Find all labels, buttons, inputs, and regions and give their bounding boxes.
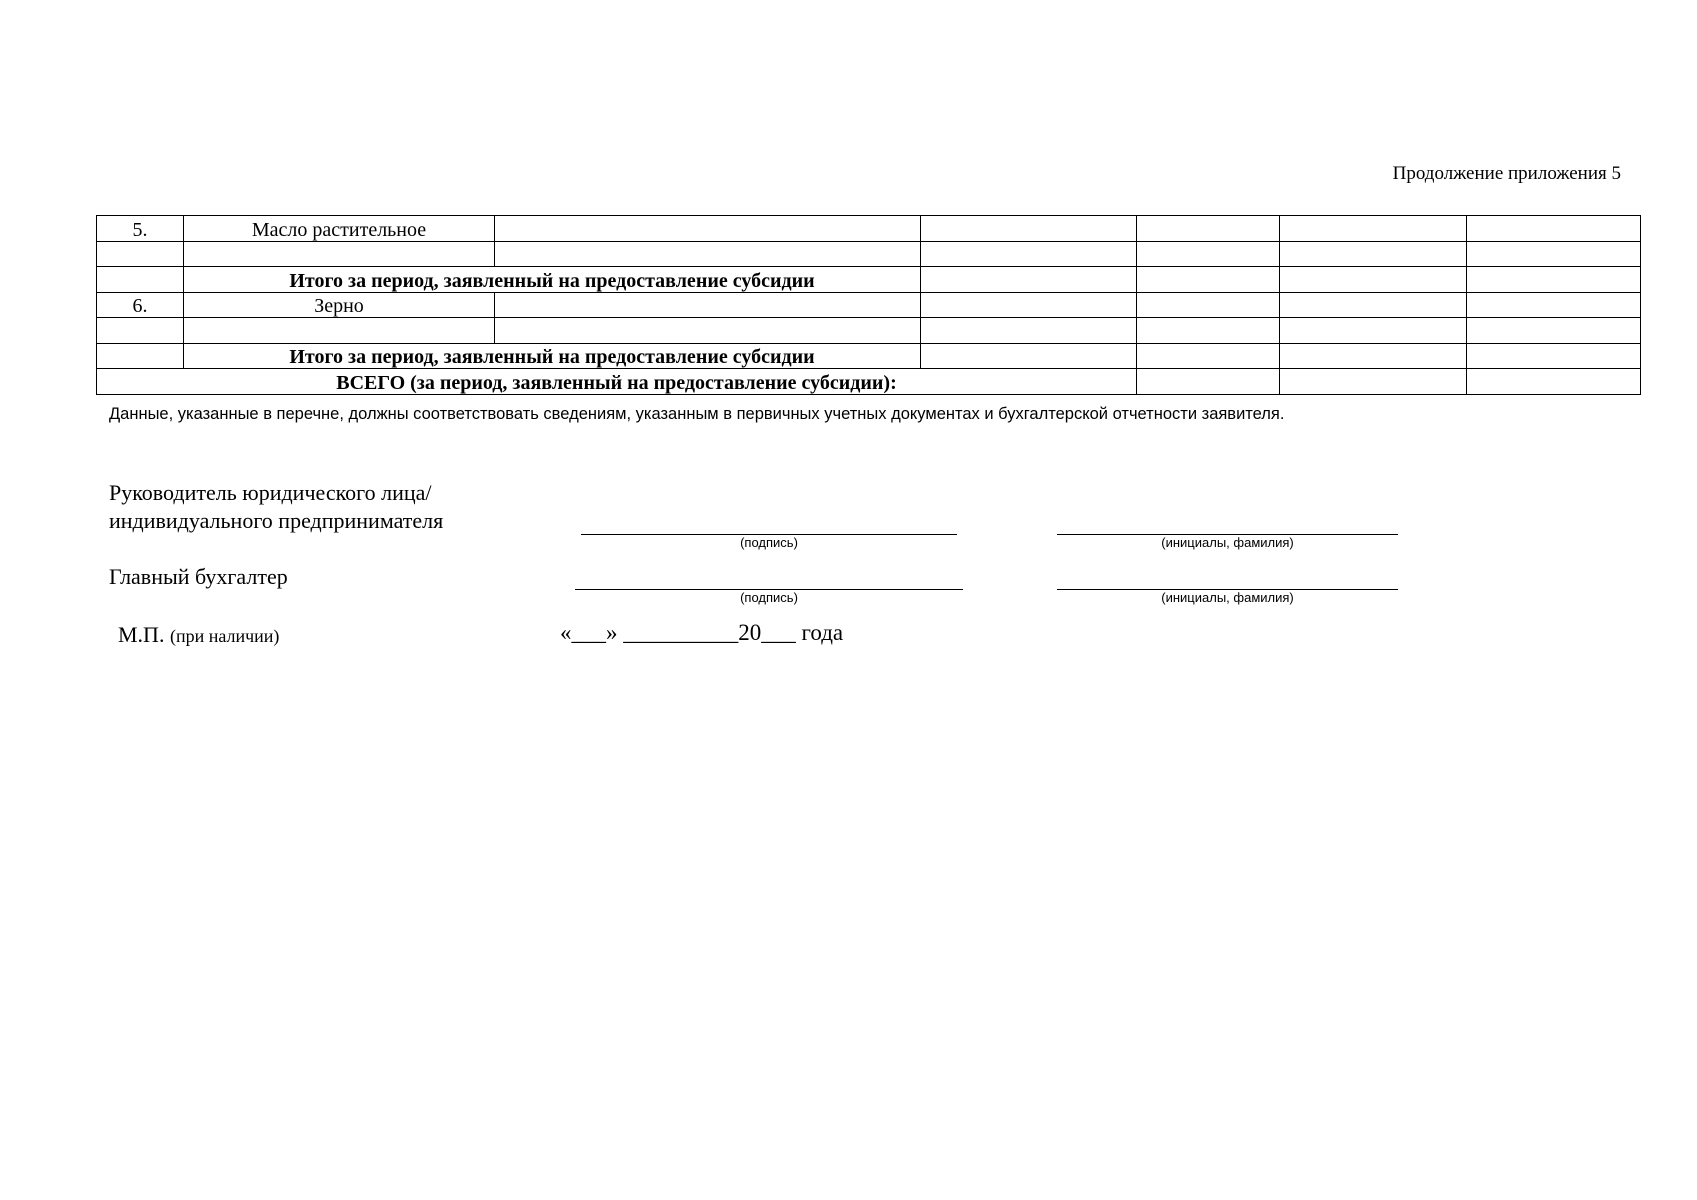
- accountant-title: Главный бухгалтер: [109, 564, 288, 589]
- stamp-label: М.П.: [118, 622, 165, 647]
- table-cell: [495, 216, 921, 242]
- summary-table: [96, 215, 1641, 395]
- date-field: «___» __________20___ года: [560, 620, 844, 645]
- table-cell: [1467, 267, 1641, 293]
- product-name: Масло растительное: [184, 216, 495, 242]
- table-cell: [1137, 267, 1280, 293]
- table-cell: [921, 343, 1137, 369]
- table-cell: [495, 292, 921, 318]
- table-cell: [1137, 292, 1280, 318]
- table-row-total: [97, 369, 1641, 395]
- product-name: Зерно: [184, 292, 495, 318]
- table-cell: [1467, 292, 1641, 318]
- grand-total-label: ВСЕГО (за период, заявленный на предоставление субсидии):: [97, 369, 1137, 395]
- row-number: 6.: [97, 292, 184, 318]
- table-cell: [1137, 318, 1280, 344]
- table-cell: [1467, 369, 1641, 395]
- table-row-subtotal: [97, 343, 1641, 369]
- stamp-note: (при наличии): [169, 626, 280, 646]
- table-cell: [1280, 241, 1467, 267]
- subtotal-label: Итого за период, заявленный на предоставление субсидии: [184, 343, 921, 369]
- table-cell: [1137, 241, 1280, 267]
- subtotal-label: Итого за период, заявленный на предоставление субсидии: [184, 267, 921, 293]
- table-cell: [921, 267, 1137, 293]
- table-cell: [1280, 318, 1467, 344]
- table-cell: [1137, 369, 1280, 395]
- head-signature-caption: (подпись): [740, 535, 798, 550]
- table-cell: [184, 241, 495, 267]
- table-cell: [184, 318, 495, 344]
- head-title-line1: Руководитель юридического лица/: [109, 480, 432, 505]
- table-cell: [495, 318, 921, 344]
- table-row-item-6: [97, 292, 1641, 318]
- table-row-item-5: [97, 216, 1641, 242]
- table-cell: [921, 241, 1137, 267]
- table-row-blank: [97, 318, 1641, 344]
- table-cell: [1467, 216, 1641, 242]
- table-cell: [1280, 292, 1467, 318]
- table-cell: [1467, 241, 1641, 267]
- row-number: 5.: [97, 216, 184, 242]
- head-title-line2: индивидуального предпринимателя: [109, 508, 444, 533]
- footnote: Данные, указанные в перечне, должны соответствовать сведениям, указанным в первичных учетных документах и бухгалтерской отчетности заявителя.: [109, 405, 1285, 423]
- stamp-place: [118, 622, 279, 648]
- table-cell: [1467, 343, 1641, 369]
- continuation-note: Продолжение приложения 5: [1392, 163, 1621, 184]
- table-cell: [921, 318, 1137, 344]
- table-row-subtotal: [97, 267, 1641, 293]
- table-cell: [97, 241, 184, 267]
- accountant-signature-caption: (подпись): [740, 590, 798, 605]
- table-cell: [97, 318, 184, 344]
- table-cell: [1280, 216, 1467, 242]
- accountant-name-caption: (инициалы, фамилия): [1161, 590, 1294, 605]
- table-cell: [1280, 267, 1467, 293]
- table-cell: [97, 267, 184, 293]
- table-cell: [1467, 318, 1641, 344]
- table-cell: [97, 343, 184, 369]
- table-cell: [1280, 343, 1467, 369]
- head-name-caption: (инициалы, фамилия): [1161, 535, 1294, 550]
- table-cell: [495, 241, 921, 267]
- table-row-blank: [97, 241, 1641, 267]
- table-cell: [1280, 369, 1467, 395]
- table-cell: [1137, 343, 1280, 369]
- table-cell: [921, 216, 1137, 242]
- table-cell: [921, 292, 1137, 318]
- table-cell: [1137, 216, 1280, 242]
